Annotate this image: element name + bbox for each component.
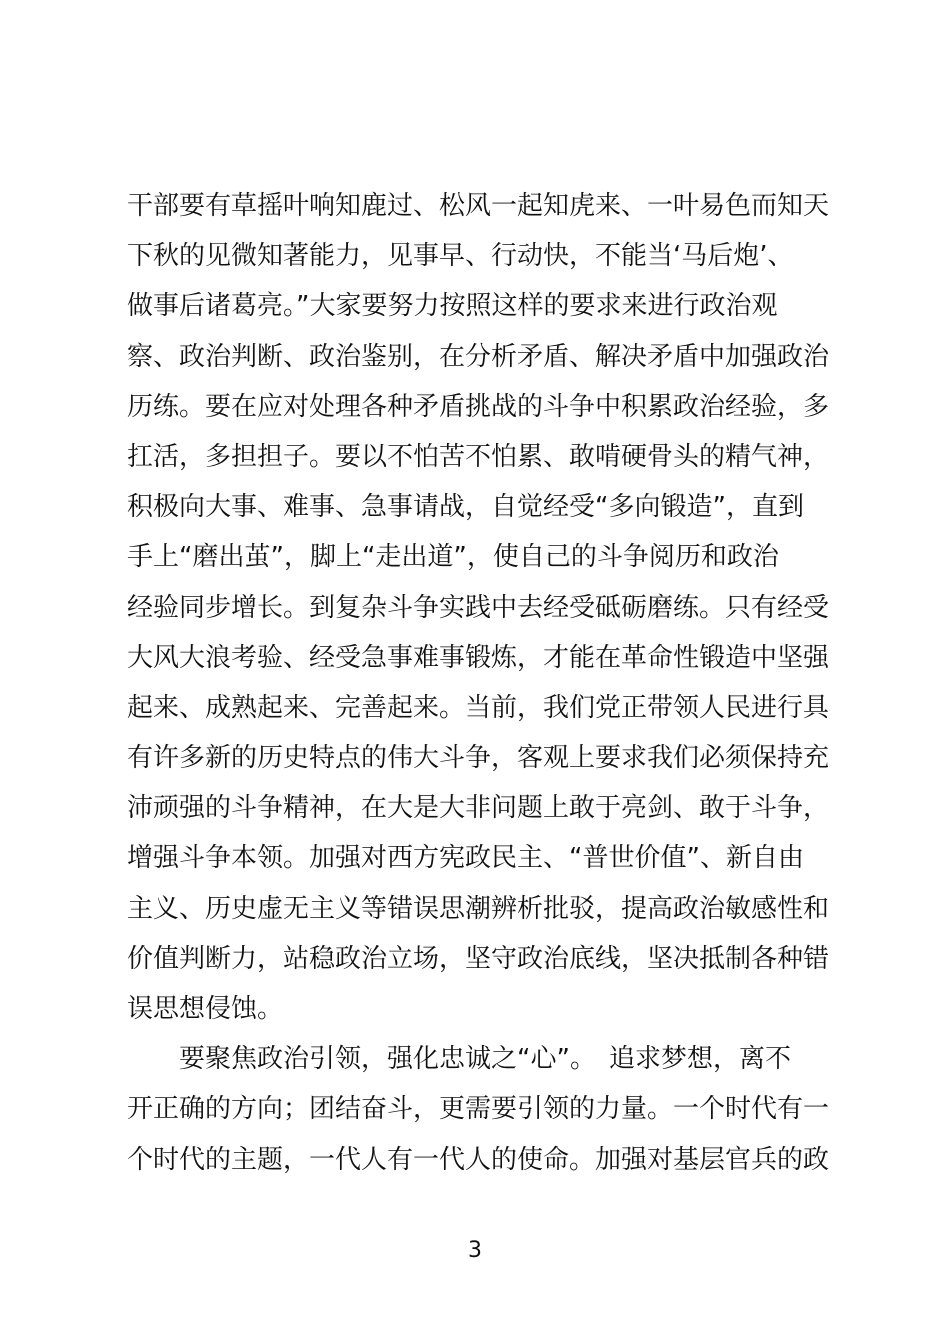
text-line: 有许多新的历史特点的伟大斗争，客观上要求我们必须保持充	[127, 743, 830, 774]
text-line: 大风大浪考验、经受急事难事锻炼，才能在革命性锻造中坚强	[127, 642, 830, 673]
text-line: 要聚焦政治引领，强化忠诚之“心”。 追求梦想，离不	[127, 1044, 791, 1075]
text-line: 价值判断力，站稳政治立场，坚守政治底线，坚决抵制各种错	[127, 943, 830, 974]
text-line: 扛活，多担担子。要以不怕苦不怕累、敢啃硬骨头的精气神，	[127, 441, 830, 472]
text-line: 个时代的主题，一代人有一代人的使命。加强对基层官兵的政	[127, 1144, 830, 1175]
text-line: 误思想侵蚀。	[127, 994, 284, 1024]
text-line: 经验同步增长。到复杂斗争实践中去经受砥砺磨练。只有经受	[127, 592, 830, 623]
text-line: 手上“磨出茧”，脚上“走出道”，使自己的斗争阅历和政治	[127, 542, 779, 573]
text-line: 做事后诸葛亮。”大家要努力按照这样的要求来进行政治观	[127, 291, 778, 322]
text-line: 历练。要在应对处理各种矛盾挑战的斗争中积累政治经验，多	[127, 391, 830, 422]
body-text	[127, 181, 847, 1185]
text-line: 增强斗争本领。加强对西方宪政民主、“普世价值”、新自由	[127, 843, 804, 874]
text-line: 沛顽强的斗争精神，在大是大非问题上敢于亮剑、敢于斗争，	[127, 793, 830, 824]
text-line: 干部要有草摇叶响知鹿过、松风一起知虎来、一叶易色而知天	[127, 191, 830, 221]
text-line: 开正确的方向；团结奋斗，更需要引领的力量。一个时代有一	[127, 1094, 830, 1125]
text-line: 察、政治判断、政治鉴别，在分析矛盾、解决矛盾中加强政治	[127, 341, 830, 372]
text-line: 主义、历史虚无主义等错误思潮辨析批驳，提高政治敏感性和	[127, 893, 830, 924]
text-line: 下秋的见微知著能力，见事早、行动快，不能当‘马后炮’、	[127, 241, 794, 272]
text-line: 起来、成熟起来、完善起来。当前，我们党正带领人民进行具	[127, 692, 830, 723]
text-line: 积极向大事、难事、急事请战，自觉经受“多向锻造”，直到	[127, 492, 804, 523]
page-number: 3	[468, 1238, 482, 1263]
